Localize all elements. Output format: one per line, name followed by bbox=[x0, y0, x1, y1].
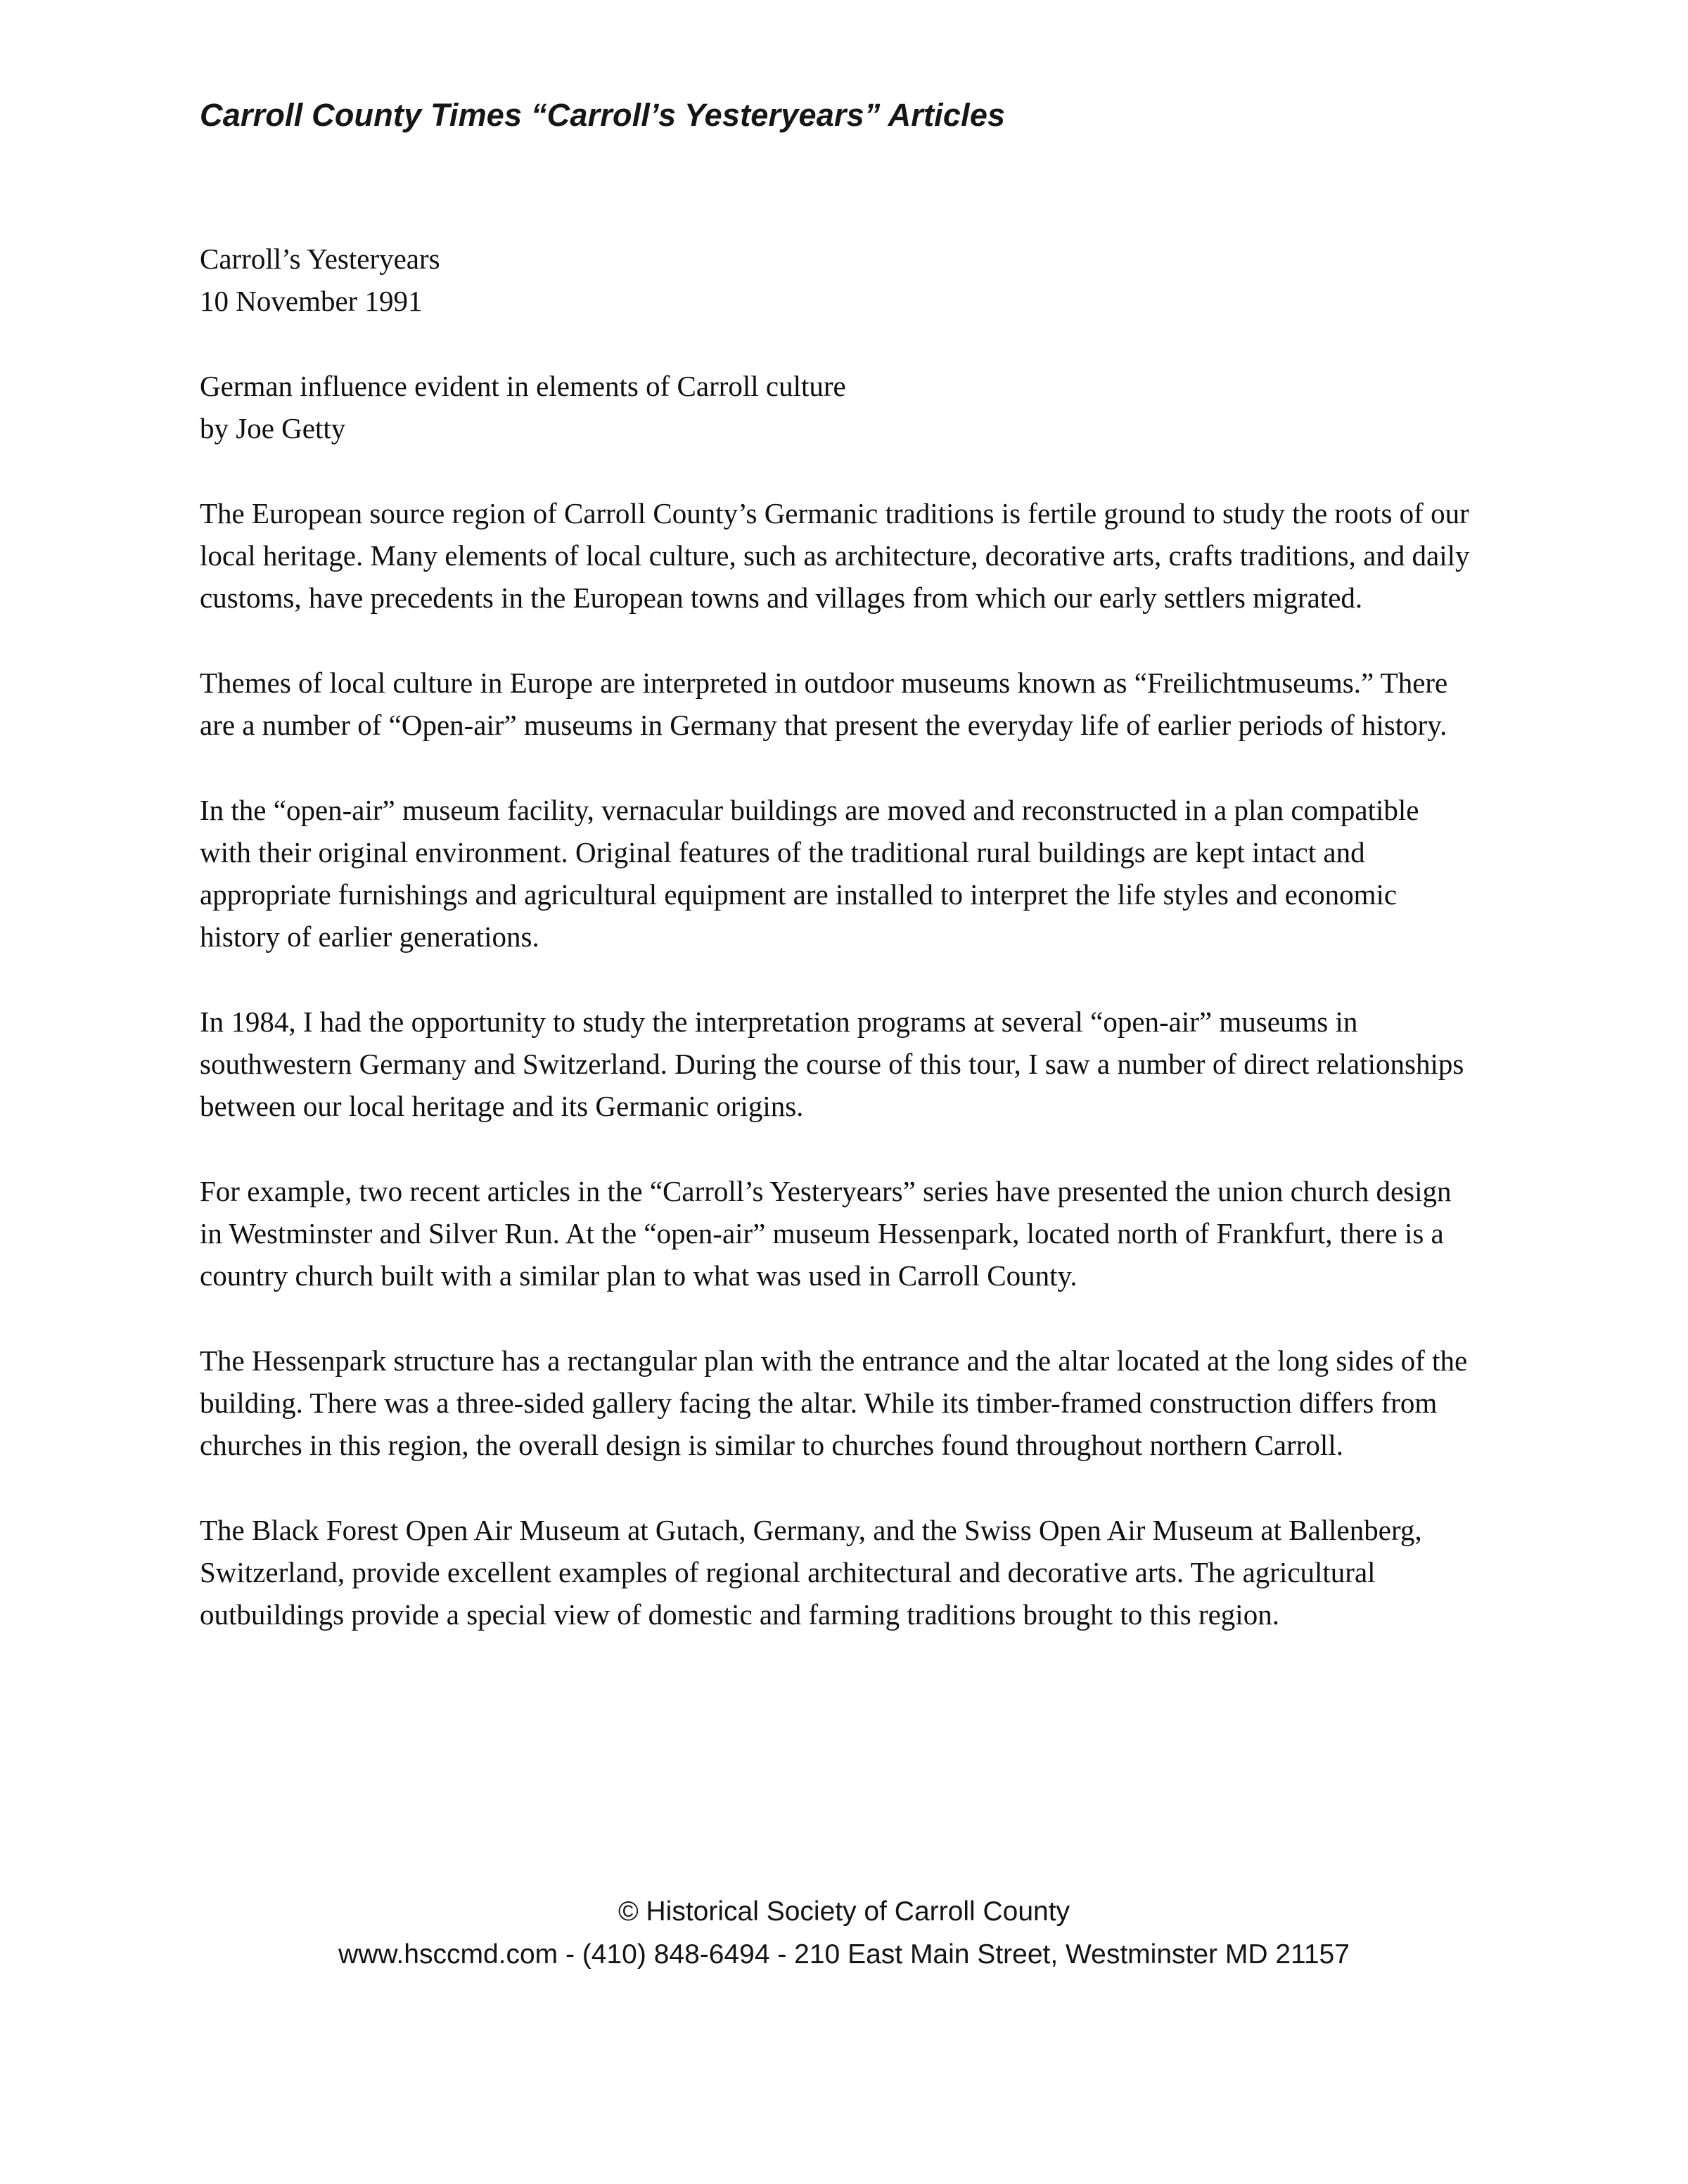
article-body bbox=[200, 789, 1470, 958]
article-heading-block bbox=[200, 365, 1470, 449]
article-body bbox=[200, 1170, 1470, 1297]
article-paragraph: In the “open-air” museum facility, vernacular buildings are moved and reconstructed in a plan compatible with their original environment. Original features of the traditional rural buildings are kept intact and appropriate furnishings and agricultural equipment are installed to interpret the life styles and economic history of earlier generations. bbox=[200, 794, 1419, 953]
article-body bbox=[200, 1509, 1470, 1636]
footer-contact: www.hsccmd.com - (410) 848-6494 - 210 East Main Street, Westminster MD 21157 bbox=[338, 1939, 1350, 1970]
document-title: Carroll County Times “Carroll’s Yesteryears” Articles bbox=[200, 97, 1006, 133]
article-date: 10 November 1991 bbox=[200, 285, 423, 317]
article-paragraph: The European source region of Carroll County’s Germanic traditions is fertile ground to study the roots of our local heritage. Many elements of local culture, such as architecture, decorative arts, crafts traditions, and daily customs, have precedents in the European towns and villages from which our early settlers migrated. bbox=[200, 497, 1470, 614]
document-footer bbox=[0, 1890, 1688, 1976]
article-body bbox=[200, 1001, 1470, 1127]
article-body bbox=[200, 1340, 1470, 1466]
article-headline: German influence evident in elements of Carroll culture bbox=[200, 370, 846, 402]
article-paragraph: For example, two recent articles in the “Carroll’s Yesteryears” series have presented the union church design in Westminster and Silver Run. At the “open-air” museum Hessenpark, located north of Frankfurt, there is a country church built with a similar plan to what was used in Carroll County. bbox=[200, 1175, 1452, 1292]
article-paragraph: Themes of local culture in Europe are interpreted in outdoor museums known as “Freilichtmuseums.” There are a number of “Open-air” museums in Germany that present the everyday life of earlier periods of history. bbox=[200, 667, 1448, 741]
article-paragraph: In 1984, I had the opportunity to study the interpretation programs at several “open-air” museums in southwestern Germany and Switzerland. During the course of this tour, I saw a number of direct relationships between our local heritage and its Germanic origins. bbox=[200, 1006, 1464, 1122]
article-body bbox=[200, 492, 1470, 619]
article-body bbox=[200, 662, 1470, 746]
series-title: Carroll’s Yesteryears bbox=[200, 243, 440, 275]
article-byline: by Joe Getty bbox=[200, 412, 346, 444]
article-dateline bbox=[200, 238, 1470, 322]
article-paragraph: The Hessenpark structure has a rectangular plan with the entrance and the altar located at the long sides of the building. There was a three-sided gallery facing the altar. While its timber-framed construction differs from churches in this region, the overall design is similar to churches found throughout northern Carroll. bbox=[200, 1344, 1468, 1461]
article-paragraph: The Black Forest Open Air Museum at Gutach, Germany, and the Swiss Open Air Museum at Ballenberg, Switzerland, provide excellent examples of regional architectural and decorative arts. The agricultural outbuildings provide a special view of domestic and farming traditions brought to this region. bbox=[200, 1514, 1422, 1631]
footer-copyright: © Historical Society of Carroll County bbox=[618, 1896, 1070, 1927]
